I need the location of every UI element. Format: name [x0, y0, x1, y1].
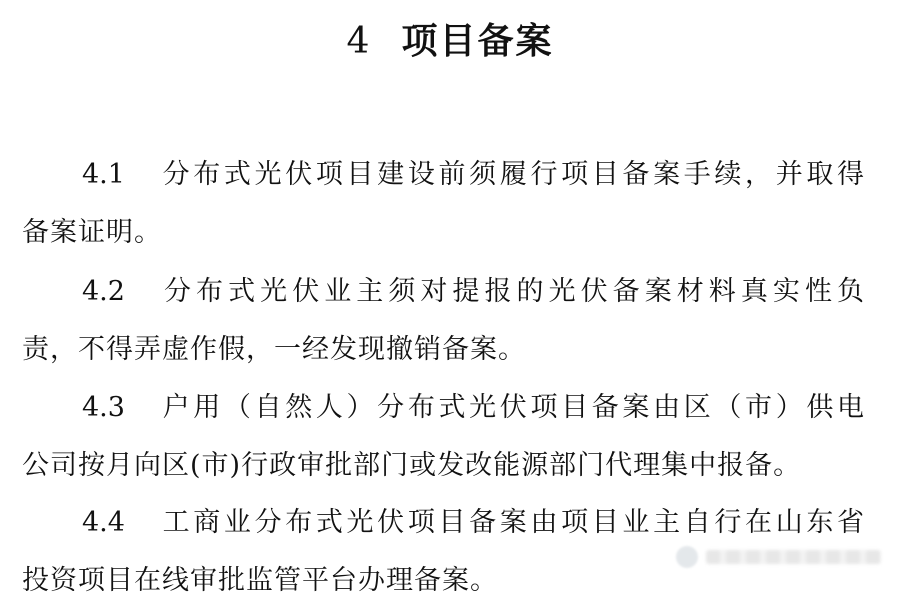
section-title: 项目备案	[401, 20, 554, 62]
clause-continuation: 投资项目在线审批监管平台办理备案。	[22, 565, 498, 596]
clause-first-line	[22, 263, 864, 321]
section-heading	[0, 16, 900, 67]
watermark-logo-icon	[676, 546, 698, 568]
section-number: 4	[346, 21, 372, 62]
clause-continuation: 责，不得弄虚作假，一经发现撤销备案。	[22, 334, 526, 365]
clause-4-3	[22, 379, 864, 495]
clause-number: 4.1	[82, 159, 125, 190]
clause-first-line	[22, 379, 864, 437]
blurred-watermark	[676, 541, 881, 573]
clause-4-2	[22, 263, 864, 379]
clause-text: 户用（自然人）分布式光伏项目备案由区（市）供电	[158, 392, 864, 423]
clause-continuation: 备案证明。	[22, 217, 162, 248]
clause-text: 工商业分布式光伏项目备案由项目业主自行在山东省	[158, 507, 864, 538]
watermark-text-blur	[706, 550, 881, 564]
clause-4-1	[22, 146, 864, 262]
clause-continuation: 公司按月向区(市)行政审批部门或发改能源部门代理集中报备。	[22, 450, 802, 481]
clause-first-line	[22, 146, 864, 204]
clause-number: 4.2	[82, 276, 125, 307]
clause-number: 4.4	[82, 507, 125, 538]
clause-text: 分布式光伏项目建设前须履行项目备案手续，并取得	[158, 159, 864, 190]
clause-number: 4.3	[82, 392, 125, 423]
clause-text: 分布式光伏业主须对提报的光伏备案材料真实性负	[158, 276, 864, 307]
